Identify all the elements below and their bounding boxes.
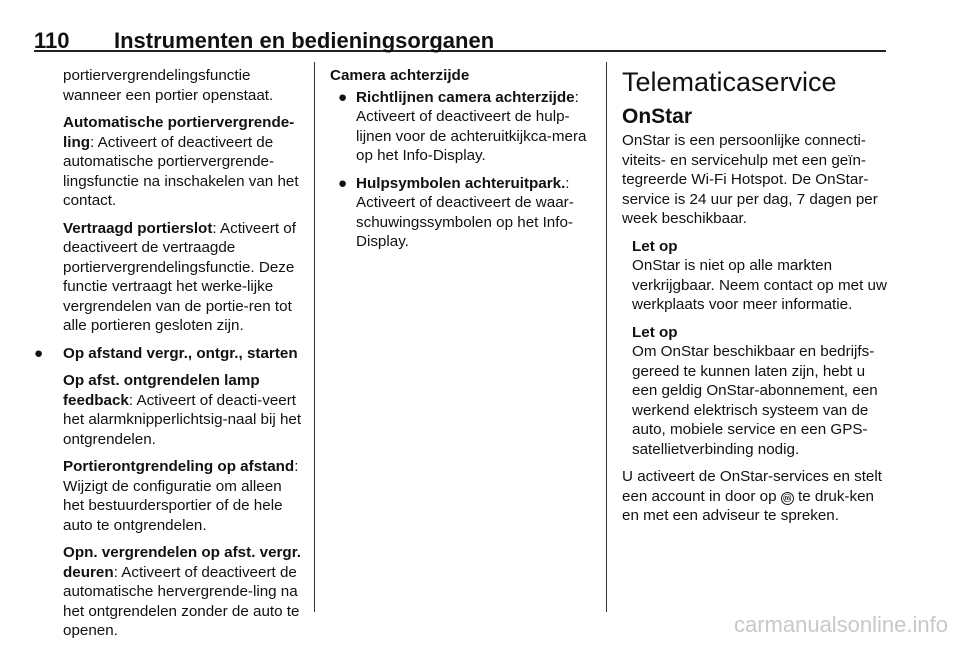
camera-guidelines-text: : Activeert of deactiveert de hulp-lijnen voor de achteruitkijkca-mera op het Info-Display.: [356, 88, 587, 164]
list-item: [330, 174, 598, 252]
column-divider: [606, 62, 607, 612]
camera-heading: Camera achterzijde: [330, 67, 470, 84]
page-header: [34, 14, 886, 52]
relock-paragraph: [34, 543, 304, 641]
onstar-service-icon: ⓜ: [781, 492, 794, 505]
note-title: Let op: [632, 237, 678, 255]
relock-text: : Activeert of deactiveert de automatische hervergrende-ling na het ontgrendelen zonder de auto te openen.: [63, 563, 300, 639]
section-title: Telematicaservice: [622, 67, 837, 97]
note-text: Om OnStar beschikbaar en bedrijfs-gereed te kunnen laten zijn, hebt u een geldig OnStar-abonnement, een werkend elektrisch systeem van de auto, mobiele service en een GPS-satellietverbinding nodig.: [632, 343, 878, 458]
remote-unlock-text: : Wijzigt de configuratie om alleen het bestuurdersportier of de hele auto te ontgrendelen.: [63, 458, 299, 534]
note-box: [622, 237, 890, 315]
bullet-dot: ●: [34, 344, 44, 362]
outro-after: te druk-ken en met een adviseur te spreken.: [622, 487, 874, 524]
auto-lock-term: Automatische portiervergrende-ling: [63, 114, 295, 151]
park-symbols-text: : Activeert of deactiveert de waar-schuwingssymbolen op het Info-Display.: [356, 174, 574, 250]
note-title: Let op: [632, 323, 678, 341]
bullet-dot: ●: [338, 174, 348, 192]
lamp-feedback-text: : Activeert of deacti-veert het alarmknipperlichtsig-naal bij het ontgrendelen.: [63, 391, 302, 448]
remote-unlock-term: Portierontgrendeling op afstand: [63, 458, 295, 475]
remote-bullet: [34, 344, 304, 364]
column-divider: [314, 62, 315, 612]
remote-unlock-paragraph: [34, 457, 304, 535]
note-text: OnStar is niet op alle markten verkrijgbaar. Neem contact op met uw werkplaats voor meer informatie.: [632, 257, 887, 313]
onstar-intro: OnStar is een persoonlijke connecti-viteits- en servicehulp met een geïn-tegreerde Wi-Fi Hotspot. De OnStar-service is 24 uur per dag, 7 dagen per week beschikbaar.: [622, 132, 878, 227]
note-box: [622, 323, 890, 460]
intro-paragraph: portiervergrendelingsfunctie wanneer een portier openstaat.: [63, 67, 274, 104]
column-1: [34, 66, 304, 649]
page-number: 110: [34, 28, 70, 53]
watermark: carmanualsonline.info: [733, 612, 948, 637]
delayed-lock-text: : Activeert of deactiveert de vertraagde portiervergrendelingsfunctie. Deze functie vertraagt het werke-lijke vergrendelen van de portie-ren tot alle portieren gesloten zijn.: [63, 219, 296, 334]
delayed-lock-term: Vertraagd portierslot: [63, 219, 213, 237]
outro-before: U activeert de OnStar-services en stelt een account in door op: [622, 468, 882, 505]
relock-term: Opn. vergrendelen op afst. vergr. deuren: [63, 544, 302, 581]
page-title: Instrumenten en bedieningsorganen: [114, 28, 495, 53]
auto-lock-paragraph: [34, 113, 304, 211]
list-item: [330, 88, 598, 166]
section-subtitle: OnStar: [622, 105, 693, 128]
onstar-outro: [622, 467, 890, 526]
lamp-feedback-term: Op afst. ontgrendelen lamp feedback: [63, 372, 260, 409]
camera-guidelines-term: Richtlijnen camera achterzijde: [356, 88, 575, 106]
column-2: [330, 66, 598, 260]
column-3: [622, 66, 890, 534]
bullet-dot: ●: [338, 88, 348, 106]
auto-lock-text: : Activeert of deactiveert de automatische portiervergrende-lingsfunctie na inschakelen van het contact.: [63, 133, 299, 209]
remote-bullet-heading: Op afstand vergr., ontgr., starten: [63, 344, 298, 362]
park-symbols-term: Hulpsymbolen achteruitpark.: [356, 174, 566, 192]
delayed-lock-paragraph: [34, 219, 304, 336]
lamp-feedback-paragraph: [34, 371, 304, 449]
